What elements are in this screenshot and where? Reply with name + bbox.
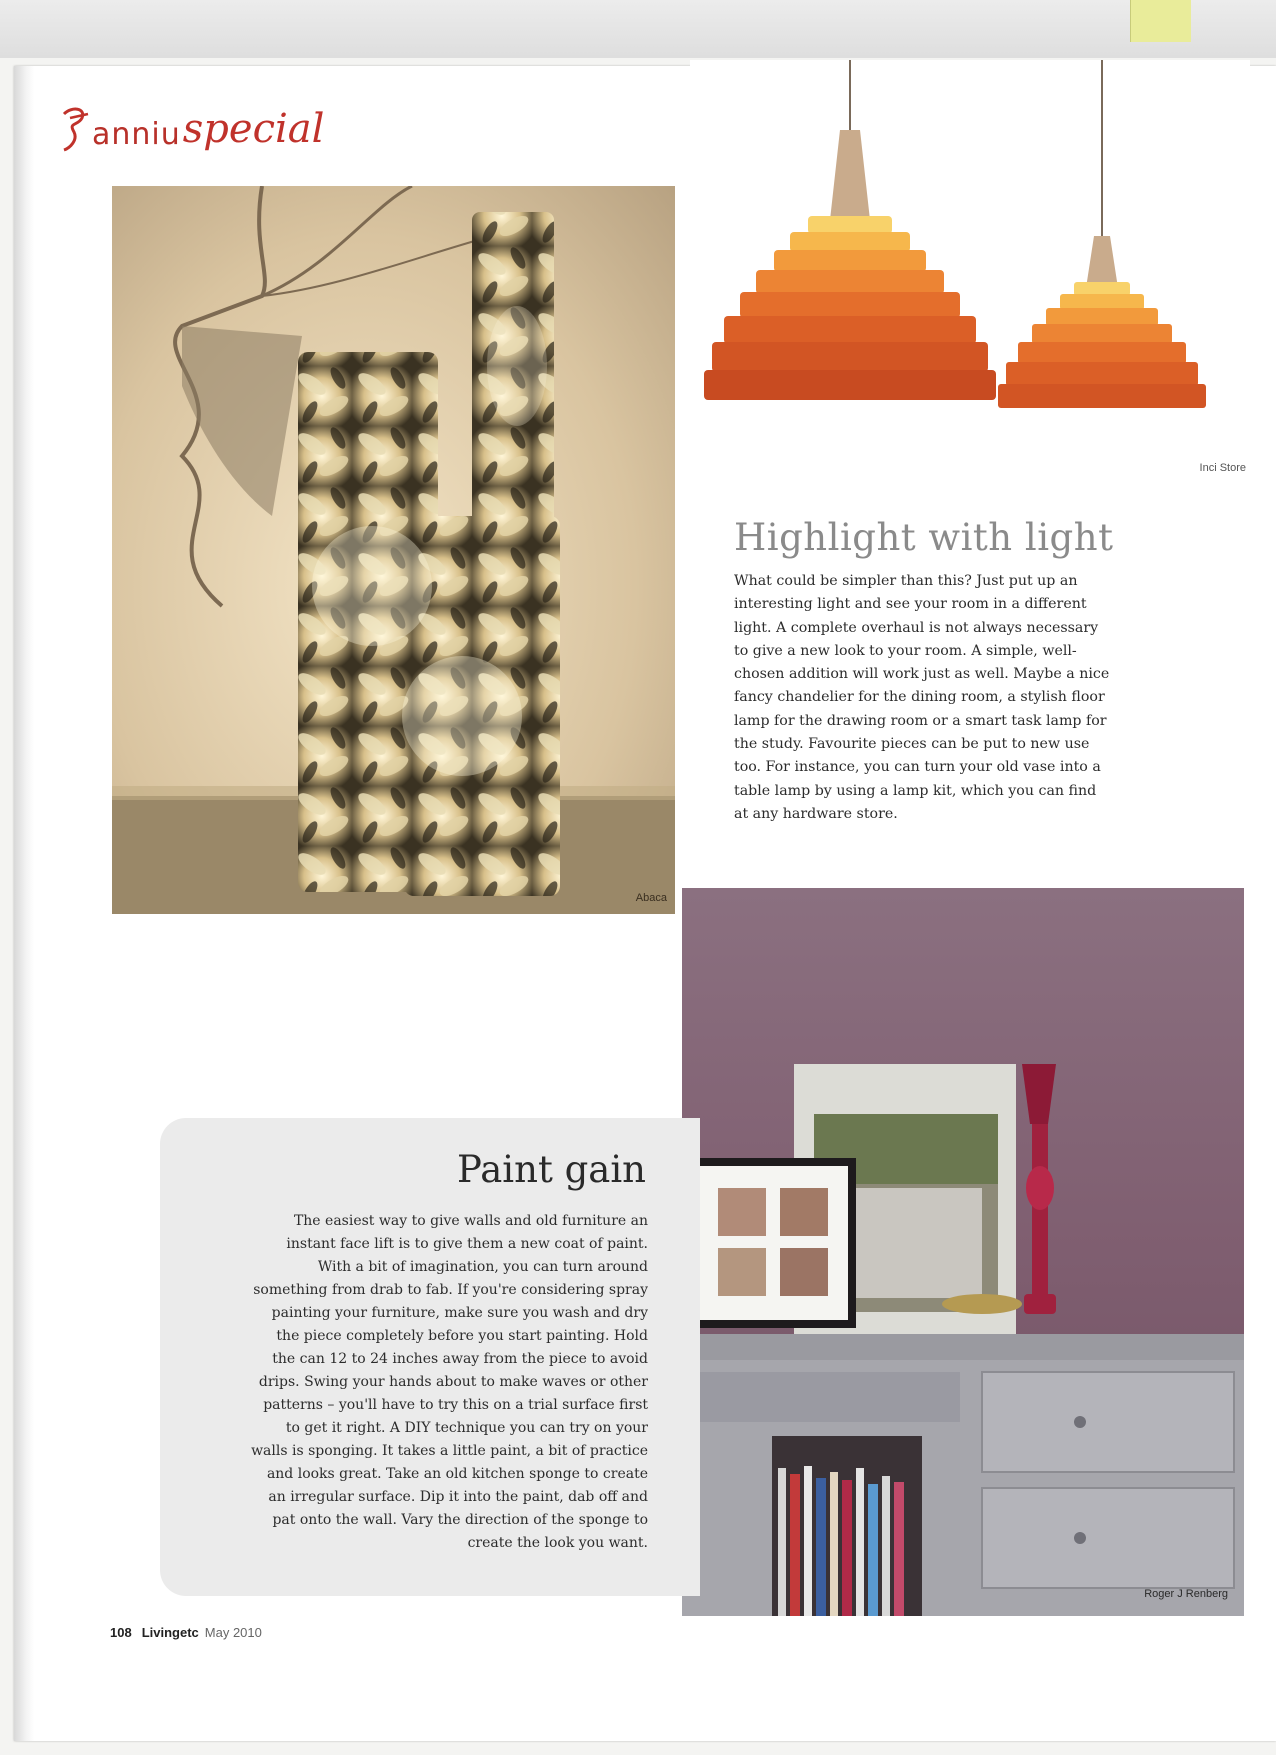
section-special: special [182, 106, 325, 152]
floor-lamps-credit: Abaca [635, 892, 667, 904]
page-number: 108 [110, 1625, 132, 1640]
section-logo [60, 92, 324, 152]
paint-body: The easiest way to give walls and old furniture an instant face lift is to give them a new coat of paint. With a bit of imagination, you can turn around something from drab to fab. If you're considering spray painting your furniture, make sure you wash and dry the piece completely before you start painting. Hold the can 12 to 24 inches away from the piece to avoid drips. Swing your hands about to make waves or other patterns – you'll have to try this on a trial surface first to get it right. A DIY technique you can try on your walls is sponging. It takes a little paint, a bit of practice and looks great. Take an old kitchen sponge to create an irregular surface. Dip it into the paint, dab off and pat onto the wall. Vary the direction of the sponge to create the look you want. [251, 1213, 648, 1551]
floor-lamps-photo [112, 186, 675, 914]
sticky-note [1130, 0, 1191, 42]
highlight-title: Highlight with light [734, 516, 1114, 559]
ribbon-icon [60, 104, 90, 152]
mantel-photo [682, 888, 1244, 1616]
paint-title: Paint gain [457, 1148, 646, 1191]
highlight-body: What could be simpler than this? Just put up an interesting light and see your room in a different light. A complete overhaul is not always necessary to give a new look to your room. A simple, well-chosen addition will work just as well. Maybe a nice fancy chandelier for the dining room, a stylish floor lamp for the drawing room or a smart task lamp for the study. Favourite pieces can be put to new use too. For instance, you can turn your old vase into a table lamp by using a lamp kit, which you can find at any hardware store. [734, 573, 1110, 822]
pendant-lamps-photo [690, 60, 1250, 472]
mantel-credit: Roger J Renberg [1144, 1588, 1228, 1600]
section-brand: anniu [92, 117, 181, 152]
page-spine-shadow [14, 66, 34, 1741]
magazine-name: Livingetc [141, 1625, 199, 1640]
pendant-credit: Inci Store [1199, 462, 1246, 472]
issue-date: May 2010 [204, 1625, 262, 1640]
scan-top-strip [0, 0, 1276, 58]
page-footer [110, 1625, 262, 1640]
